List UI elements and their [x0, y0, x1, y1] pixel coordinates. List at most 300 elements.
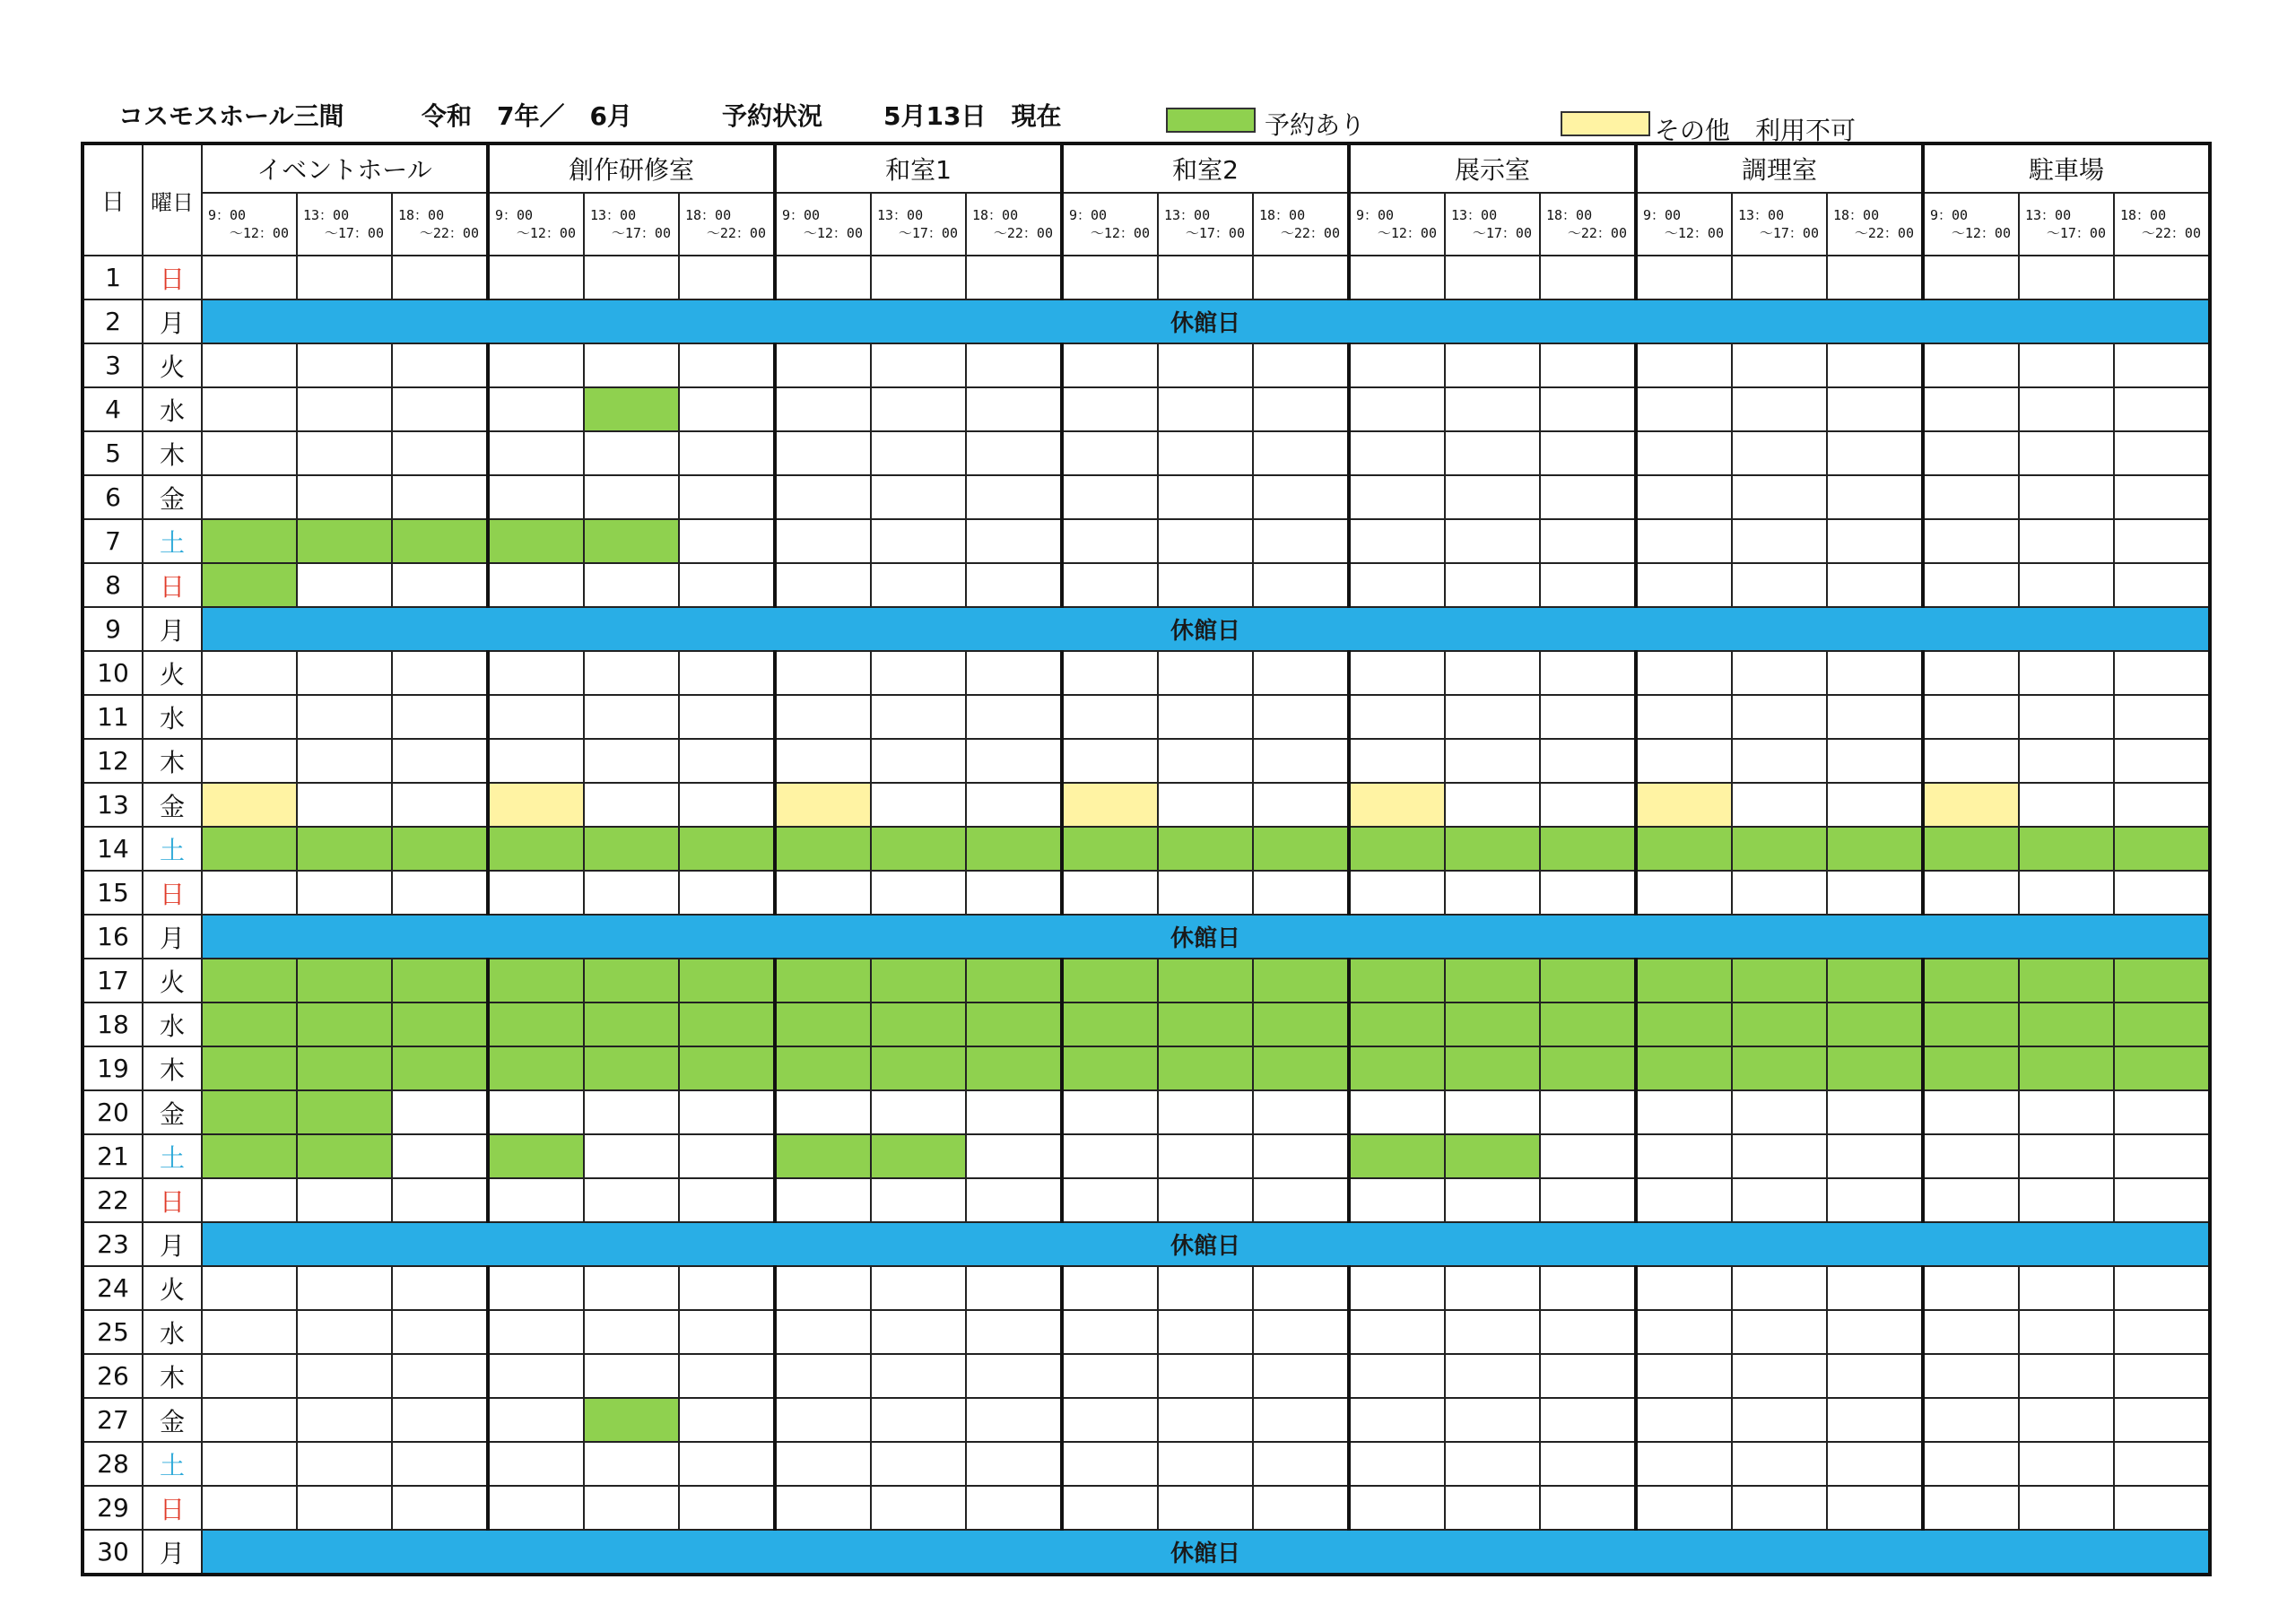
- slot-available: [1827, 1178, 1923, 1222]
- slot-available: [1445, 1486, 1540, 1530]
- day-row: [83, 256, 2210, 299]
- slot-available: [1540, 1310, 1636, 1354]
- slot-available: [202, 1266, 297, 1310]
- slot-start: 18：00: [398, 207, 445, 223]
- slot-reserved: [297, 1002, 392, 1046]
- slot-reserved: [966, 959, 1062, 1002]
- slot-available: [1062, 256, 1158, 299]
- slot-available: [1158, 783, 1253, 827]
- slot-available: [1445, 695, 1540, 739]
- slot-available: [1923, 1266, 2019, 1310]
- slot-available: [1540, 695, 1636, 739]
- slot-available: [1923, 1398, 2019, 1442]
- slot-available: [1158, 387, 1253, 431]
- day-row: [83, 1134, 2210, 1178]
- slot-available: [2019, 739, 2114, 783]
- slot-available: [202, 1310, 297, 1354]
- slot-available: [1158, 256, 1253, 299]
- facility-name: コスモスホール三間: [118, 101, 344, 131]
- slot-available: [2114, 431, 2210, 475]
- slot-available: [2114, 519, 2210, 563]
- slot-available: [1827, 695, 1923, 739]
- slot-available: [1923, 695, 2019, 739]
- slot-available: [297, 739, 392, 783]
- slot-available: [1636, 1134, 1732, 1178]
- day-number: 15: [83, 871, 143, 915]
- slot-end: ～12：00: [1664, 225, 1724, 241]
- day-number: 29: [83, 1486, 143, 1530]
- slot-available: [392, 783, 488, 827]
- day-row: [83, 695, 2210, 739]
- slot-reserved: [1923, 827, 2019, 871]
- slot-available: [1158, 431, 1253, 475]
- status-label: 予約状況: [722, 101, 823, 131]
- slot-available: [966, 256, 1062, 299]
- time-slot-header: [392, 193, 488, 256]
- slot-reserved: [1158, 1046, 1253, 1090]
- slot-available: [1349, 475, 1445, 519]
- slot-available: [1253, 1090, 1349, 1134]
- slot-reserved: [1445, 1046, 1540, 1090]
- day-number: 19: [83, 1046, 143, 1090]
- slot-available: [679, 1178, 775, 1222]
- slot-available: [2114, 1178, 2210, 1222]
- slot-available: [1158, 519, 1253, 563]
- day-number: 12: [83, 739, 143, 783]
- slot-available: [775, 739, 871, 783]
- reservation-table: [81, 142, 2212, 1576]
- slot-available: [392, 343, 488, 387]
- slot-reserved: [1349, 827, 1445, 871]
- slot-available: [488, 651, 584, 695]
- weekday: 火: [143, 343, 202, 387]
- slot-start: 13：00: [877, 207, 924, 223]
- slot-available: [2019, 387, 2114, 431]
- slot-available: [1732, 739, 1827, 783]
- day-row: [83, 1442, 2210, 1486]
- slot-available: [1732, 1178, 1827, 1222]
- time-slot-header: [1445, 193, 1540, 256]
- closed-day-banner: 休館日: [202, 915, 2210, 959]
- slot-reserved: [297, 1090, 392, 1134]
- slot-available: [2019, 1310, 2114, 1354]
- slot-available: [966, 695, 1062, 739]
- slot-available: [1253, 563, 1349, 607]
- slot-available: [1062, 1134, 1158, 1178]
- closed-day-banner: 休館日: [202, 299, 2210, 343]
- slot-available: [2114, 343, 2210, 387]
- slot-start: 18：00: [1259, 207, 1306, 223]
- slot-available: [871, 1310, 966, 1354]
- slot-available: [297, 651, 392, 695]
- slot-reserved: [1158, 1002, 1253, 1046]
- slot-available: [1445, 1090, 1540, 1134]
- day-number: 28: [83, 1442, 143, 1486]
- slot-available: [1923, 651, 2019, 695]
- slot-available: [775, 387, 871, 431]
- slot-available: [2019, 783, 2114, 827]
- slot-available: [1923, 387, 2019, 431]
- slot-available: [392, 1486, 488, 1530]
- slot-available: [1445, 1310, 1540, 1354]
- slot-available: [966, 739, 1062, 783]
- slot-available: [679, 256, 775, 299]
- slot-end: ～12：00: [1090, 225, 1150, 241]
- slot-start: 9：00: [208, 207, 247, 223]
- time-slot-header: [488, 193, 584, 256]
- slot-available: [202, 739, 297, 783]
- slot-reserved: [202, 1046, 297, 1090]
- slot-end: ～17：00: [611, 225, 671, 241]
- slot-available: [2114, 1486, 2210, 1530]
- day-number: 7: [83, 519, 143, 563]
- slot-reserved: [2019, 1046, 2114, 1090]
- weekday: 月: [143, 1530, 202, 1575]
- slot-available: [392, 1310, 488, 1354]
- room-header: 展示室: [1349, 143, 1636, 193]
- slot-available: [1062, 1398, 1158, 1442]
- time-slot-header: [297, 193, 392, 256]
- weekday: 金: [143, 783, 202, 827]
- slot-available: [1923, 519, 2019, 563]
- slot-available: [1158, 1266, 1253, 1310]
- slot-reserved: [1349, 1046, 1445, 1090]
- slot-reserved: [488, 1046, 584, 1090]
- slot-start: 13：00: [590, 207, 637, 223]
- slot-available: [297, 1266, 392, 1310]
- slot-available: [2019, 651, 2114, 695]
- slot-available: [202, 431, 297, 475]
- day-number: 24: [83, 1266, 143, 1310]
- slot-reserved: [1158, 827, 1253, 871]
- slot-available: [775, 695, 871, 739]
- slot-end: ～12：00: [1951, 225, 2011, 241]
- slot-available: [392, 431, 488, 475]
- slot-end: ～17：00: [898, 225, 958, 241]
- slot-available: [202, 871, 297, 915]
- slot-available: [1540, 651, 1636, 695]
- slot-reserved: [488, 519, 584, 563]
- slot-available: [1636, 1398, 1732, 1442]
- slot-available: [1636, 1442, 1732, 1486]
- slot-available: [1349, 651, 1445, 695]
- slot-available: [1540, 1354, 1636, 1398]
- slot-available: [202, 1398, 297, 1442]
- slot-available: [1540, 783, 1636, 827]
- slot-available: [1349, 387, 1445, 431]
- slot-start: 13：00: [303, 207, 350, 223]
- slot-available: [871, 783, 966, 827]
- room-header: 和室1: [775, 143, 1062, 193]
- slot-available: [871, 651, 966, 695]
- room-header: 創作研修室: [488, 143, 775, 193]
- slot-available: [679, 475, 775, 519]
- slot-reserved: [871, 827, 966, 871]
- slot-available: [584, 739, 679, 783]
- weekday: 月: [143, 607, 202, 651]
- slot-available: [2019, 695, 2114, 739]
- slot-available: [1732, 871, 1827, 915]
- slot-available: [1923, 431, 2019, 475]
- slot-start: 9：00: [1069, 207, 1108, 223]
- day-number: 23: [83, 1222, 143, 1266]
- slot-available: [297, 1442, 392, 1486]
- slot-reserved: [2114, 1002, 2210, 1046]
- slot-reserved: [2114, 1046, 2210, 1090]
- slot-reserved: [202, 827, 297, 871]
- slot-available: [297, 387, 392, 431]
- slot-available: [966, 343, 1062, 387]
- slot-available: [2019, 1442, 2114, 1486]
- day-row: [83, 1002, 2210, 1046]
- slot-available: [1445, 563, 1540, 607]
- slot-available: [1827, 475, 1923, 519]
- slot-available: [1253, 256, 1349, 299]
- closed-day-banner: 休館日: [202, 607, 2210, 651]
- slot-available: [679, 431, 775, 475]
- slot-available: [2019, 1486, 2114, 1530]
- time-slot-header: [1349, 193, 1445, 256]
- slot-available: [2114, 1134, 2210, 1178]
- day-number: 2: [83, 299, 143, 343]
- slot-reserved: [297, 1134, 392, 1178]
- slot-reserved: [1827, 1002, 1923, 1046]
- room-header: 駐車場: [1923, 143, 2210, 193]
- slot-reserved: [2114, 827, 2210, 871]
- slot-available: [584, 871, 679, 915]
- slot-available: [679, 1354, 775, 1398]
- slot-available: [1253, 739, 1349, 783]
- closed-day-banner: 休館日: [202, 1530, 2210, 1575]
- day-row: [83, 1266, 2210, 1310]
- slot-available: [1158, 1398, 1253, 1442]
- slot-available: [1827, 871, 1923, 915]
- slot-available: [1732, 1090, 1827, 1134]
- day-number: 10: [83, 651, 143, 695]
- weekday: 日: [143, 1178, 202, 1222]
- weekday: 金: [143, 475, 202, 519]
- slot-available: [2019, 431, 2114, 475]
- slot-available: [1062, 1354, 1158, 1398]
- slot-start: 9：00: [1643, 207, 1682, 223]
- slot-start: 13：00: [1164, 207, 1211, 223]
- slot-end: ～12：00: [1377, 225, 1437, 241]
- slot-end: ～17：00: [1185, 225, 1245, 241]
- weekday: 月: [143, 299, 202, 343]
- slot-reserved: [1540, 1002, 1636, 1046]
- slot-available: [775, 519, 871, 563]
- slot-end: ～17：00: [324, 225, 384, 241]
- slot-available: [1827, 739, 1923, 783]
- slot-available: [297, 1486, 392, 1530]
- slot-reserved: [392, 519, 488, 563]
- slot-available: [1732, 1266, 1827, 1310]
- day-number: 14: [83, 827, 143, 871]
- slot-available: [584, 1090, 679, 1134]
- slot-reserved: [1923, 959, 2019, 1002]
- slot-available: [1349, 1178, 1445, 1222]
- slot-available: [966, 387, 1062, 431]
- slot-available: [1540, 256, 1636, 299]
- slot-end: ～22：00: [419, 225, 479, 241]
- weekday: 木: [143, 1046, 202, 1090]
- slot-available: [1158, 563, 1253, 607]
- slot-reserved: [2019, 827, 2114, 871]
- slot-available: [679, 563, 775, 607]
- slot-available: [1445, 431, 1540, 475]
- slot-available: [392, 256, 488, 299]
- slot-available: [1158, 343, 1253, 387]
- time-slot-header: [775, 193, 871, 256]
- slot-available: [2019, 1090, 2114, 1134]
- slot-available: [1636, 256, 1732, 299]
- slot-available: [679, 783, 775, 827]
- slot-available: [1062, 651, 1158, 695]
- day-row: [83, 1046, 2210, 1090]
- slot-start: 9：00: [495, 207, 534, 223]
- slot-available: [1636, 1178, 1732, 1222]
- slot-reserved: [1349, 959, 1445, 1002]
- slot-available: [202, 256, 297, 299]
- day-row: [83, 1310, 2210, 1354]
- slot-reserved: [1636, 1046, 1732, 1090]
- slot-available: [1062, 343, 1158, 387]
- weekday-column-header: 曜日: [143, 143, 202, 256]
- slot-available: [392, 1178, 488, 1222]
- slot-available: [966, 1398, 1062, 1442]
- slot-unavailable: [202, 783, 297, 827]
- slot-reserved: [871, 1134, 966, 1178]
- slot-available: [1158, 1354, 1253, 1398]
- slot-end: ～22：00: [1567, 225, 1627, 241]
- slot-available: [2019, 1398, 2114, 1442]
- slot-available: [1349, 343, 1445, 387]
- slot-available: [392, 1134, 488, 1178]
- day-row: [83, 1530, 2210, 1575]
- legend-other-swatch: [1561, 111, 1650, 136]
- slot-available: [392, 1442, 488, 1486]
- slot-reserved: [488, 1134, 584, 1178]
- slot-available: [2114, 1398, 2210, 1442]
- slot-reserved: [297, 959, 392, 1002]
- day-number: 13: [83, 783, 143, 827]
- slot-reserved: [1253, 1002, 1349, 1046]
- slot-available: [775, 871, 871, 915]
- slot-available: [584, 475, 679, 519]
- slot-available: [1158, 651, 1253, 695]
- slot-available: [584, 1134, 679, 1178]
- slot-reserved: [584, 387, 679, 431]
- slot-available: [392, 1266, 488, 1310]
- slot-reserved: [1540, 827, 1636, 871]
- slot-reserved: [297, 827, 392, 871]
- slot-reserved: [584, 827, 679, 871]
- slot-available: [1732, 651, 1827, 695]
- slot-reserved: [1827, 959, 1923, 1002]
- slot-available: [1445, 1442, 1540, 1486]
- slot-unavailable: [488, 783, 584, 827]
- time-slot-header: [1158, 193, 1253, 256]
- slot-reserved: [1062, 959, 1158, 1002]
- slot-available: [1062, 1310, 1158, 1354]
- slot-available: [488, 1178, 584, 1222]
- slot-available: [2114, 739, 2210, 783]
- slot-available: [1732, 475, 1827, 519]
- weekday: 水: [143, 1002, 202, 1046]
- slot-available: [2114, 1266, 2210, 1310]
- weekday: 木: [143, 1354, 202, 1398]
- slot-available: [297, 1178, 392, 1222]
- slot-reserved: [1923, 1046, 2019, 1090]
- slot-available: [2114, 651, 2210, 695]
- slot-reserved: [679, 959, 775, 1002]
- slot-available: [679, 1134, 775, 1178]
- slot-reserved: [1636, 1002, 1732, 1046]
- closed-day-banner: 休館日: [202, 1222, 2210, 1266]
- slot-available: [1827, 1134, 1923, 1178]
- day-number: 8: [83, 563, 143, 607]
- day-number: 6: [83, 475, 143, 519]
- slot-available: [202, 651, 297, 695]
- slot-available: [1158, 695, 1253, 739]
- slot-end: ～17：00: [1472, 225, 1532, 241]
- slot-available: [1062, 695, 1158, 739]
- slot-available: [2114, 256, 2210, 299]
- weekday: 火: [143, 1266, 202, 1310]
- slot-available: [297, 1354, 392, 1398]
- slot-available: [584, 1442, 679, 1486]
- slot-unavailable: [1923, 783, 2019, 827]
- slot-reserved: [775, 959, 871, 1002]
- slot-available: [1827, 1266, 1923, 1310]
- day-row: [83, 563, 2210, 607]
- time-slot-header: [871, 193, 966, 256]
- day-row: [83, 1178, 2210, 1222]
- day-number: 18: [83, 1002, 143, 1046]
- slot-available: [297, 343, 392, 387]
- slot-reserved: [297, 1046, 392, 1090]
- day-row: [83, 1354, 2210, 1398]
- slot-reserved: [1349, 1002, 1445, 1046]
- slot-available: [775, 1310, 871, 1354]
- slot-available: [966, 1266, 1062, 1310]
- day-row: [83, 827, 2210, 871]
- time-slot-header: [679, 193, 775, 256]
- day-number: 26: [83, 1354, 143, 1398]
- slot-available: [1349, 431, 1445, 475]
- slot-available: [1827, 519, 1923, 563]
- slot-available: [1253, 343, 1349, 387]
- slot-available: [2019, 475, 2114, 519]
- slot-available: [1540, 1090, 1636, 1134]
- slot-available: [1253, 1266, 1349, 1310]
- slot-available: [1732, 1134, 1827, 1178]
- time-slot-header: [1540, 193, 1636, 256]
- slot-available: [1062, 1090, 1158, 1134]
- slot-reserved: [488, 1002, 584, 1046]
- slot-start: 18：00: [685, 207, 732, 223]
- slot-available: [1540, 871, 1636, 915]
- slot-available: [1349, 871, 1445, 915]
- slot-reserved: [1253, 827, 1349, 871]
- slot-available: [488, 1090, 584, 1134]
- slot-available: [1827, 343, 1923, 387]
- slot-reserved: [775, 1134, 871, 1178]
- slot-available: [1923, 1134, 2019, 1178]
- slot-available: [1732, 387, 1827, 431]
- slot-available: [2019, 1266, 2114, 1310]
- slot-available: [1253, 871, 1349, 915]
